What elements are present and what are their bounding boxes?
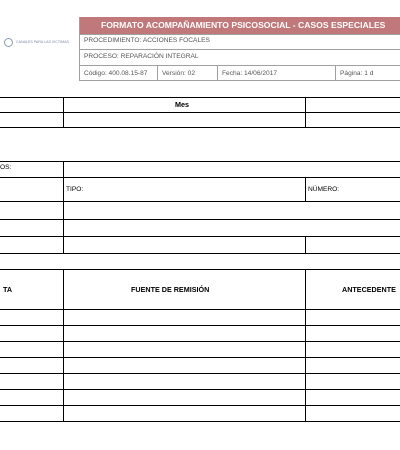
procedure-label: PROCEDIMIENTO: ACCIONES FOCALES [84, 37, 210, 44]
table-rule [0, 389, 400, 390]
column-header-ta: TA [3, 285, 13, 294]
table-rule [0, 405, 400, 406]
header-divider [79, 49, 400, 50]
table-rule [305, 177, 306, 201]
table-rule [0, 357, 400, 358]
header-divider [79, 34, 400, 35]
logo-seal-icon [4, 38, 13, 47]
code-label: Código: 400.08.15-87 [84, 70, 148, 77]
table-rule [0, 112, 400, 113]
table-rule [0, 309, 400, 310]
process-label: PROCESO: REPARACIÓN INTEGRAL [84, 53, 199, 60]
table-rule [0, 97, 400, 98]
table-rule [0, 177, 400, 178]
table-rule [0, 161, 400, 162]
month-header: Mes [175, 100, 189, 109]
header-divider [335, 65, 336, 80]
date-label: Fecha: 14/06/2017 [222, 70, 277, 77]
table-rule [305, 236, 306, 253]
table-rule [63, 269, 64, 421]
table-rule [0, 236, 400, 237]
page-label: Página: 1 d [340, 70, 374, 77]
header-divider [157, 65, 158, 80]
table-rule [305, 269, 306, 421]
table-rule [305, 97, 306, 127]
tipo-label: TIPO: [66, 186, 84, 193]
table-rule [0, 341, 400, 342]
column-header-antecedente: ANTECEDENTE [342, 285, 396, 294]
table-rule [0, 127, 400, 128]
table-rule [0, 421, 400, 422]
table-rule [63, 161, 64, 253]
table-rule [0, 253, 400, 254]
logo [2, 36, 74, 52]
os-label: OS: [0, 164, 12, 171]
header-divider [79, 80, 400, 81]
header-divider [217, 65, 218, 80]
table-rule [0, 219, 400, 220]
document-title: FORMATO ACOMPAÑAMIENTO PSICOSOCIAL - CASOS ESPECIALES [101, 20, 386, 30]
table-rule [0, 269, 400, 270]
numero-label: NÚMERO: [308, 186, 340, 193]
version-label: Versión: 02 [162, 70, 195, 77]
table-rule [0, 201, 400, 202]
table-rule [63, 97, 64, 127]
logo-text: CANALES PARA LAS VICTIMAS [16, 40, 69, 44]
table-rule [0, 373, 400, 374]
header-divider [79, 65, 400, 66]
column-header-fuente: FUENTE DE REMISIÓN [131, 285, 210, 294]
table-rule [0, 325, 400, 326]
